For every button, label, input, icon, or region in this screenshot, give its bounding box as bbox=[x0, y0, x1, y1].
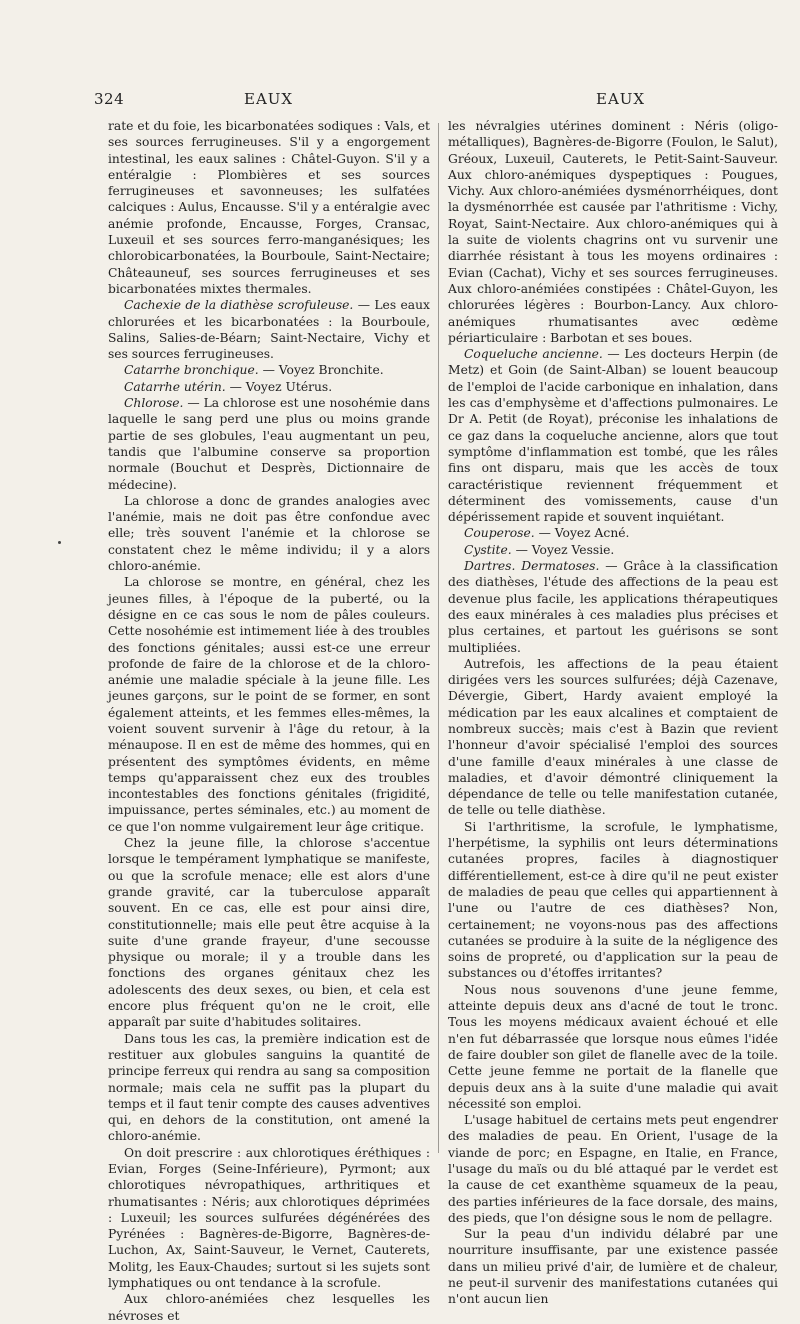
paragraph bbox=[448, 982, 778, 1112]
paragraph bbox=[108, 574, 430, 835]
paragraph-text: Dans tous les cas, la première indication est de restituer aux globules sanguins la quantité de principe ferreux qui rendra au sang sa composition normale; mais cela ne suffit pas la plupart du temps et il faut tenir compte des causes adventives qui, en dehors de la constitution, ont amené la chloro-anémie. bbox=[108, 1031, 430, 1144]
paragraph-text: — Voyez Utérus. bbox=[225, 379, 333, 394]
entry-heading: Cachexie de la diathèse scrofuleuse. bbox=[124, 298, 354, 313]
right-column bbox=[448, 118, 778, 1308]
paragraph-text: On doit prescrire : aux chlorotiques éréthiques : Evian, Forges (Seine-Inférieure), Pyrmont; aux chlorotiques névropathiques, arthritiques et rhumatisantes : Néris; aux chlorotiques déprimées : Luxeuil; les sources sulfurées dégénérées des Pyrénées : Bagnères-de-Bigorre, Bagnères-de-Luchon, Ax, Saint-Sauveur, le Vernet, Cauterets, Molitg, les Eaux-Chaudes; surtout si les sujets sont lymphatiques ou ont tendance à la scrofule. bbox=[108, 1145, 430, 1291]
paragraph bbox=[108, 493, 430, 574]
margin-mark bbox=[58, 541, 61, 544]
paragraph-text: La chlorose a donc de grandes analogies avec l'anémie, mais ne doit pas être confondue avec elle; très souvent l'anémie et la chlorose se constatent chez le même individu; il y a alors chloro-anémie. bbox=[108, 493, 430, 574]
paragraph bbox=[108, 297, 430, 362]
paragraph-text: rate et du foie, les bicarbonatées sodiques : Vals, et ses sources ferrugineuses. S'il y a engorgement intestinal, les eaux salines : Châtel-Guyon. S'il y a entéralgie : Plombières et ses sources ferrugineuses et savonneuses; les sulfatées calciques : Aulus, Encausse. S'il y a entéralgie avec anémie profonde, Encausse, Forges, Cransac, Luxeuil et ses sources ferro-manganésiques; les chlorobicarbonatées, la Bourboule, Saint-Nectaire; Châteauneuf, ses sources ferrugineuses et ses bicarbonatées mixtes thermales. bbox=[108, 119, 430, 296]
paragraph-text: Autrefois, les affections de la peau étaient dirigées vers les sources sulfurées; déjà Cazenave, Dévergie, Gibert, Hardy avaient employé la médication par les eaux alcalines et comptaient de nombreux succès; mais c'est à Bazin que revient l'honneur d'avoir spécialisé l'emploi des sources d'une famille d'eaux minérales à une classe de maladies, et d'avoir démontré cliniquement la dépendance de telle ou telle manifestation cutanée, de telle ou telle diathèse. bbox=[448, 656, 778, 818]
entry-heading: Dartres. Dermatoses. bbox=[464, 559, 600, 574]
paragraph-text: — La chlorose est une nosohémie dans laquelle le sang perd une plus ou moins grande partie de ses globules, l'eau augmentant un peu, tandis que l'albumine conserve sa proportion normale (Bouchut et Desprès, Dictionnaire de médecine). bbox=[108, 396, 430, 492]
paragraph bbox=[108, 1031, 430, 1145]
paragraph-text: — Voyez Vessie. bbox=[511, 542, 615, 557]
running-head-left: EAUX bbox=[244, 90, 294, 108]
paragraph-text: Chez la jeune fille, la chlorose s'accentue lorsque le tempérament lymphatique se manifeste, ou que la scrofule menace; elle est alors d'une grande gravité, car la tuberculose apparaît souvent. En ce cas, elle est pour ainsi dire, constitutionnelle; mais elle peut être acquise à la suite d'une grande frayeur, d'une secousse physique ou morale; il y a trouble dans les fonctions des organes génitaux chez les adolescents des deux sexes, ou bien, et cela est encore plus fréquent qu'on ne le croit, elle apparaît par suite d'habitudes solitaires. bbox=[108, 836, 430, 1030]
paragraph bbox=[448, 1226, 778, 1307]
paragraph bbox=[448, 819, 778, 982]
paragraph bbox=[448, 542, 778, 558]
paragraph bbox=[448, 558, 778, 656]
page-number: 324 bbox=[94, 90, 125, 108]
paragraph-text: — Les docteurs Herpin (de Metz) et Goin (de Saint-Alban) se louent beaucoup de l'emploi de l'acide carbonique en inhalation, dans les cas d'emphysème et d'affections pulmonaires. Le Dr A. Petit (de Royat), préconise les inhalations de ce gaz dans la coqueluche ancienne, alors que tout symptôme d'inflammation est tombé, que les râles fins ont disparu, mais que les accès de toux caractéristique reviennent fréquemment et déterminent des vomissements, cause d'un dépérissement rapide et souvent inquiétant. bbox=[448, 347, 778, 525]
paragraph-text: L'usage habituel de certains mets peut engendrer des maladies de peau. En Orient, l'usage de la viande de porc; en Espagne, en Italie, en France, l'usage du maïs ou du blé attaqué par le verdet est la cause de cet exanthème squameux de la peau, des parties inférieures de la face dorsale, des mains, des pieds, que l'on désigne sous le nom de pellagre. bbox=[448, 1113, 778, 1225]
paragraph-text: Si l'arthritisme, la scrofule, le lymphatisme, l'herpétisme, la syphilis ont leurs déterminations cutanées propres, faciles à diagnostiquer différentiellement, est-ce à dire qu'il ne peut exister de maladies de peau que celles qui appartiennent à l'une ou l'autre de ces diathèses? Non, certainement; ne voyons-nous pas des affections cutanées se produire à la suite de la négligence des soins de propreté, ou d'application sur la peau de substances ou d'étoffes irritantes? bbox=[448, 819, 778, 981]
left-column bbox=[108, 118, 430, 1324]
entry-heading: Catarrhe bronchique. bbox=[124, 363, 259, 378]
paragraph-text: les névralgies utérines dominent : Néris (oligo-métalliques), Bagnères-de-Bigorre (Foulon, le Salut), Gréoux, Luxeuil, Cauterets, le Petit-Saint-Sauveur. Aux chloro-anémiques dyspeptiques : Pougues, Vichy. Aux chloro-anémiées dysménorrhéiques, dont la dysménorrhée est causée par l'athritisme : Vichy, Royat, Saint-Nectaire. Aux chloro-anémiques qui à la suite de violents chagrins ont vu survenir une diarrhée résistant à tous les moyens ordinaires : Evian (Cachat), Vichy et ses sources ferrugineuses. Aux chloro-anémiées constipées : Châtel-Guyon, les chlorurées légères : Bourbon-Lancy. Aux chloro-anémiques rhumatisantes avec œdème périarticulaire : Barbotan et ses boues. bbox=[448, 119, 778, 345]
column-divider bbox=[438, 123, 439, 1153]
paragraph bbox=[448, 1112, 778, 1226]
running-head-right: EAUX bbox=[596, 90, 646, 108]
paragraph bbox=[108, 1145, 430, 1292]
paragraph bbox=[108, 395, 430, 493]
entry-heading: Cystite. bbox=[464, 542, 512, 557]
paragraph-text: — Voyez Acné. bbox=[534, 526, 630, 541]
entry-heading: Chlorose. bbox=[124, 396, 184, 411]
paragraph bbox=[448, 118, 778, 346]
paragraph bbox=[448, 525, 778, 541]
paragraph bbox=[108, 835, 430, 1031]
paragraph-text: Nous nous souvenons d'une jeune femme, atteinte depuis deux ans d'acné de tout le tronc. Tous les moyens médicaux avaient échoué et elle n'en fut débarrassée que lorsque nous eûmes l'idée de faire doubler son gilet de flanelle avec de la toile. Cette jeune femme ne portait de la flanelle que depuis deux ans à la suite d'une maladie qui avait nécessité son emploi. bbox=[448, 982, 778, 1111]
paragraph bbox=[448, 346, 778, 525]
paragraph bbox=[108, 118, 430, 297]
paragraph-text: — Les eaux chlorurées et les bicarbonatées : la Bourboule, Salins, Salies-de-Béarn; Saint-Nectaire, Vichy et ses sources ferrugineuses. bbox=[108, 298, 430, 362]
paragraph-text: Sur la peau d'un individu délabré par une nourriture insuffisante, par une existence passée dans un milieu privé d'air, de lumière et de chaleur, ne peut-il survenir des manifestations cutanées qui n'ont aucun lien bbox=[448, 1227, 778, 1307]
paragraph bbox=[108, 379, 430, 395]
paragraph-text: Aux chloro-anémiées chez lesquelles les névroses et bbox=[108, 1292, 430, 1323]
entry-heading: Coqueluche ancienne. bbox=[464, 347, 603, 362]
paragraph bbox=[108, 362, 430, 378]
entry-heading: Couperose. bbox=[464, 526, 535, 541]
paragraph-text: — Grâce à la classification des diathèses, l'étude des affections de la peau est devenue plus facile, les applications thérapeutiques des eaux minérales à ces maladies plus précises et plus certaines, et partout les guérisons se sont multipliées. bbox=[448, 559, 778, 655]
entry-heading: Catarrhe utérin. bbox=[124, 379, 226, 394]
paragraph bbox=[108, 1291, 430, 1324]
paragraph bbox=[448, 656, 778, 819]
paragraph-text: La chlorose se montre, en général, chez les jeunes filles, à l'époque de la puberté, ou la désigne en ce cas sous le nom de pâles couleurs. Cette nosohémie est intimement liée à des troubles des fonctions génitales; aussi est-ce une erreur profonde de faire de la chlorose et de la chloro-anémie une maladie spéciale à la jeune fille. Les jeunes garçons, sur le point de se former, en sont également atteints, et les femmes elles-mêmes, la voient souvent survenir à l'âge du retour, à la ménaupose. Il en est de même des hommes, qui en présentent des symptômes évidents, en même temps qu'apparaissent chez eux des troubles incontestables des fonctions génitales (frigidité, impuissance, pertes séminales, etc.) au moment de ce que l'on nomme vulgairement leur âge critique. bbox=[108, 575, 430, 834]
paragraph-text: — Voyez Bronchite. bbox=[258, 363, 384, 378]
